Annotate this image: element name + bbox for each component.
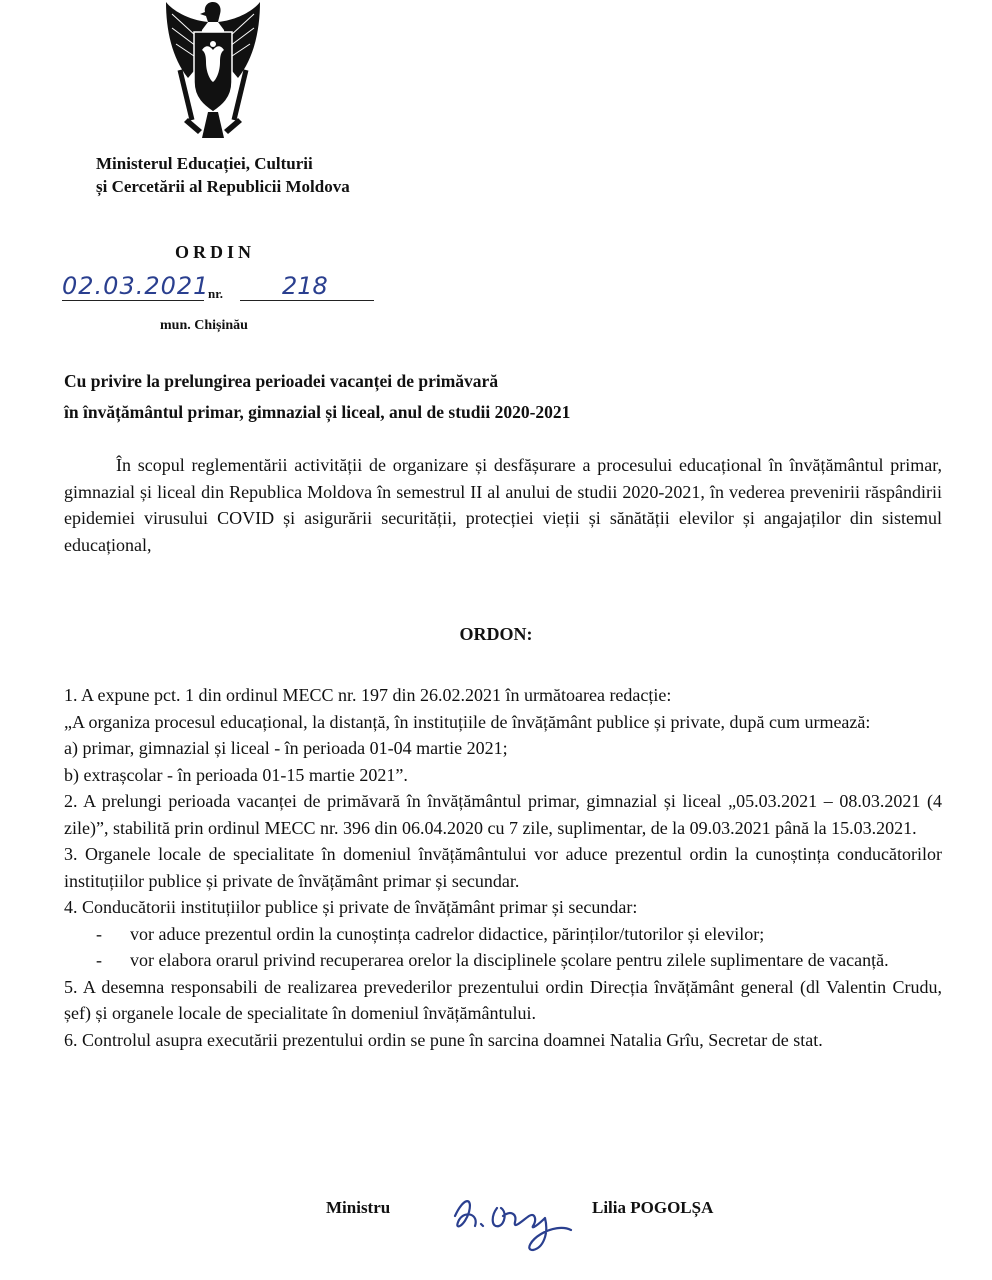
item-4-bullet-2 (64, 947, 942, 974)
item-4-bullet-1 (64, 921, 942, 948)
preamble-paragraph: În scopul reglementării activității de organizare și desfășurare a procesului educațional în învățământul primar, gimnazial și liceal din Republica Moldova în semestrul II al anului de studii 2020-2021, în vederea prevenirii răspândirii epidemiei virusului COVID și asigurării securității, protecției vieții și sănătății elevilor și angajaților din sistemul educațional, (64, 455, 942, 555)
bullet-dash: - (96, 923, 102, 944)
number-label: nr. (208, 286, 224, 301)
signatory-title: Ministru (326, 1198, 391, 1217)
handwritten-signature (445, 1186, 585, 1256)
order-items (64, 682, 942, 1053)
number-underline (240, 300, 374, 301)
item-1: 1. A expune pct. 1 din ordinul MECC nr. 197 din 26.02.2021 în următoarea redacție: (64, 685, 672, 705)
subject-line-2: în învățământul primar, gimnazial și liceal, anul de studii 2020-2021 (64, 402, 571, 422)
item-3: 3. Organele locale de specialitate în domeniul învățământului vor aduce prezentul ordin la cunoștința conducătorilor instituțiilor publice și private de învățământ primar și secundar. (64, 844, 942, 891)
document-type: ORDIN (175, 242, 256, 262)
item-1-a: a) primar, gimnazial și liceal - în perioada 01-04 martie 2021; (64, 738, 508, 758)
date-underline (62, 300, 204, 301)
subject-line-1: Cu privire la prelungirea perioadei vacanței de primăvară (64, 371, 499, 391)
document-subject (64, 366, 570, 428)
bullet-dash: - (96, 950, 102, 970)
item-6: 6. Controlul asupra executării prezentului ordin se pune în sarcina doamnei Natalia Grîu, Secretar de stat. (64, 1029, 823, 1050)
ordon-heading: ORDON: (459, 624, 533, 644)
signatory-name: Lilia POGOLȘA (592, 1198, 714, 1217)
bullet-text: vor aduce prezentul ordin la cunoștința cadrelor didactice, părinților/tutorilor și elevilor; (130, 923, 765, 944)
handwritten-date: 02.03.2021 (62, 272, 210, 300)
handwritten-number: 218 (282, 272, 328, 300)
item-2: 2. A prelungi perioada vacanței de primăvară în învățământul primar, gimnazial și liceal „05.03.2021 – 08.03.2021 (4 zile)”, stabilită prin ordinul MECC nr. 396 din 06.04.2020 cu 7 zile, suplimentar, de la 09.03.2021 până la 15.03.2021. (64, 791, 942, 838)
ministry-line-2: și Cercetării al Republicii Moldova (96, 177, 350, 196)
coat-of-arms-icon (158, 0, 268, 140)
ministry-name (96, 152, 350, 198)
preamble (64, 452, 942, 558)
city: mun. Chișinău (160, 318, 248, 333)
item-4: 4. Conducătorii instituțiilor publice și private de învățământ primar și secundar: (64, 897, 638, 917)
item-1-b: b) extrașcolar - în perioada 01-15 martie 2021”. (64, 764, 408, 785)
item-5: 5. A desemna responsabili de realizarea prevederilor prezentului ordin Direcția învățământ general (dl Valentin Crudu, șef) și organele locale de specialitate în domeniul învățământului. (64, 976, 942, 1023)
item-1-quote: „A organiza procesul educațional, la distanță, în instituțiile de învățământ publice și private, după cum urmează: (64, 711, 871, 732)
bullet-text: vor elabora orarul privind recuperarea orelor la disciplinele școlare pentru zilele suplimentare de vacanță. (130, 950, 889, 970)
ministry-line-1: Ministerul Educației, Culturii (96, 154, 313, 173)
